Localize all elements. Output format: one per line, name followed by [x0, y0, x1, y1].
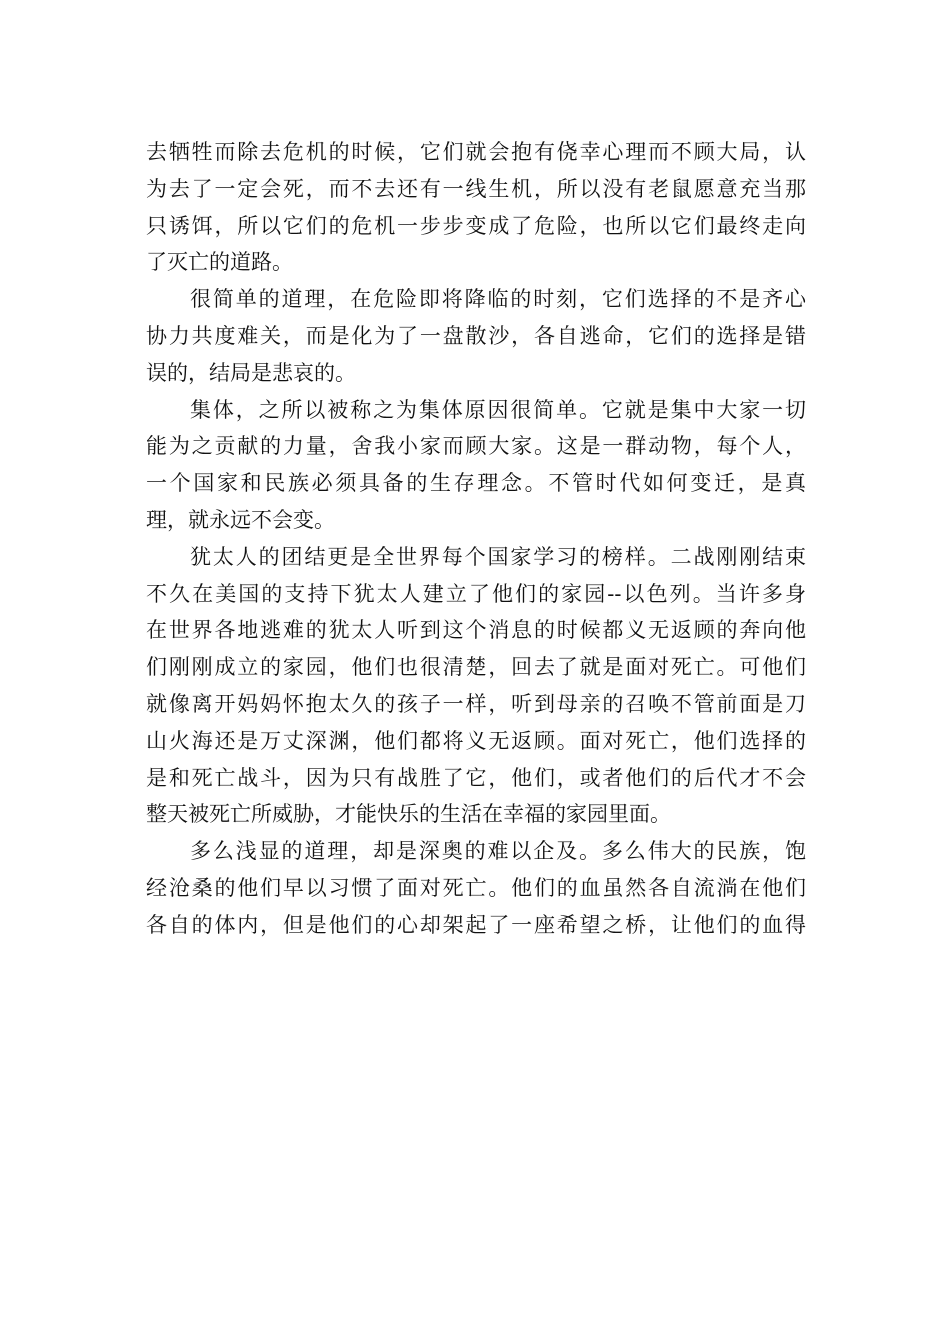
paragraph-4: [146, 539, 806, 833]
text-line: 很简单的道理，在危险即将降临的时刻，它们选择的不是齐心: [190, 287, 806, 312]
text-line: 多么浅显的道理，却是深奥的难以企及。多么伟大的民族，饱: [190, 839, 806, 864]
paragraph-5: [146, 833, 806, 943]
text-line: 是和死亡战斗，因为只有战胜了它，他们，或者他们的后代才不会: [146, 765, 806, 790]
text-line: 在世界各地逃难的犹太人听到这个消息的时候都义无返顾的奔向他: [146, 618, 806, 643]
text-line: 就像离开妈妈怀抱太久的孩子一样，听到母亲的召唤不管前面是刀: [146, 691, 806, 716]
paragraph-1: [146, 134, 806, 281]
text-line: 理，就永远不会变。: [146, 507, 335, 532]
text-line: 山火海还是万丈深渊，他们都将义无返顾。面对死亡，他们选择的: [146, 728, 806, 753]
paragraph-3: [146, 392, 806, 539]
text-line: 各自的体内，但是他们的心却架起了一座希望之桥，让他们的血得: [146, 912, 806, 937]
text-line: 协力共度难关，而是化为了一盘散沙，各自逃命，它们的选择是错: [146, 323, 806, 348]
text-line: 不久在美国的支持下犹太人建立了他们的家园--以色列。当许多身: [146, 581, 806, 606]
text-line: 整天被死亡所威胁，才能快乐的生活在幸福的家园里面。: [146, 802, 671, 827]
text-line: 经沧桑的他们早以习惯了面对死亡。他们的血虽然各自流淌在他们: [146, 875, 806, 900]
text-line: 能为之贡献的力量，舍我小家而顾大家。这是一群动物，每个人，: [146, 434, 806, 459]
text-line: 集体，之所以被称之为集体原因很简单。它就是集中大家一切: [190, 397, 806, 422]
text-line: 们刚刚成立的家园，他们也很清楚，回去了就是面对死亡。可他们: [146, 655, 806, 680]
text-line: 只诱饵，所以它们的危机一步步变成了危险，也所以它们最终走向: [146, 213, 806, 238]
text-line: 了灭亡的道路。: [146, 250, 293, 275]
text-line: 误的，结局是悲哀的。: [146, 360, 356, 385]
paragraph-2: [146, 281, 806, 391]
text-line: 去牺牲而除去危机的时候，它们就会抱有侥幸心理而不顾大局，认: [146, 140, 806, 164]
text-line: 为去了一定会死，而不去还有一线生机，所以没有老鼠愿意充当那: [146, 176, 806, 201]
document-page: [146, 134, 806, 944]
text-line: 一个国家和民族必须具备的生存理念。不管时代如何变迁，是真: [146, 471, 806, 496]
text-line: 犹太人的团结更是全世界每个国家学习的榜样。二战刚刚结束: [190, 544, 806, 569]
